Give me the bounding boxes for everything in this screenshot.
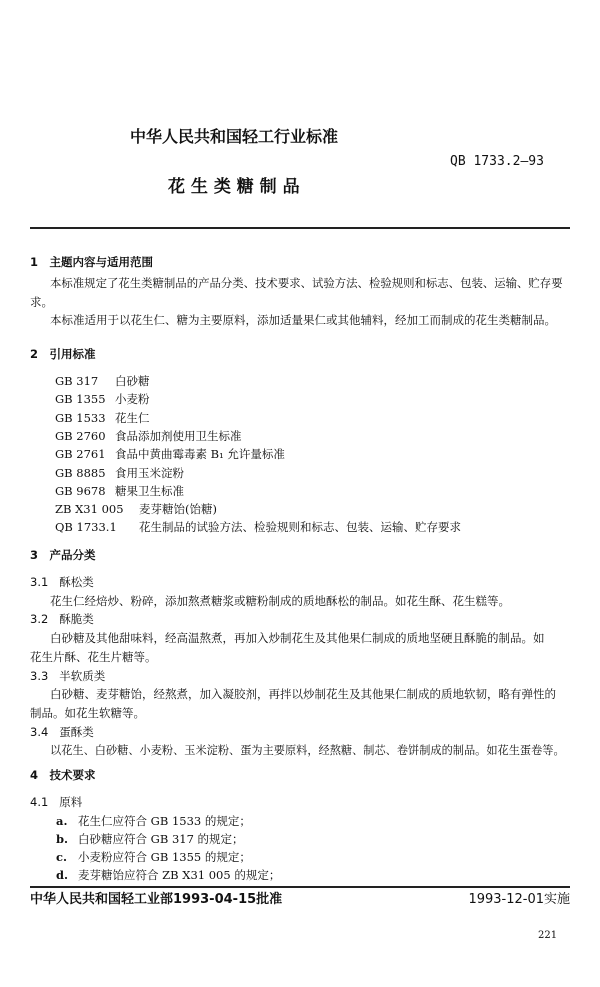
subsection-title: 原料 bbox=[59, 795, 83, 809]
reference-code: GB 1355 bbox=[55, 392, 106, 406]
item-marker: b. bbox=[56, 832, 69, 846]
subsection-text: 花生仁经焙炒、粉碎，添加熬煮糖浆或糖粉制成的质地酥松的制品。如花生酥、花生糕等。 bbox=[50, 594, 510, 608]
subsection-title: 酥脆类 bbox=[59, 612, 94, 626]
reference-code: GB 8885 bbox=[55, 466, 106, 480]
subsection-text: 白砂糖及其他甜味料，经高温熬煮，再加入炒制花生及其他果仁制成的质地坚硬且酥脆的制品。如 bbox=[50, 631, 545, 645]
item-text: 白砂糖应符合 GB 317 的规定； bbox=[78, 832, 244, 846]
subsection-number: 3.1 bbox=[30, 575, 49, 589]
reference-code: GB 2761 bbox=[55, 447, 106, 461]
subsection-text: 花生片酥、花生片糖等。 bbox=[30, 650, 157, 664]
standard-code: QB 1733.2—93 bbox=[450, 154, 544, 169]
issuer-heading: 中华人民共和国轻工行业标准 bbox=[130, 127, 339, 146]
reference-code: ZB X31 005 bbox=[55, 502, 124, 516]
subsection-title: 蛋酥类 bbox=[59, 725, 94, 739]
reference-code: QB 1733.1 bbox=[55, 520, 117, 534]
reference-item bbox=[55, 392, 150, 407]
subsection-heading bbox=[30, 725, 94, 740]
header-divider bbox=[30, 227, 570, 229]
reference-name: 食品添加剂使用卫生标准 bbox=[115, 429, 242, 443]
page-number: 221 bbox=[538, 930, 558, 941]
subsection-heading bbox=[30, 575, 94, 590]
item-text: 小麦粉应符合 GB 1355 的规定； bbox=[78, 850, 251, 864]
reference-item bbox=[55, 466, 184, 481]
approval-text: 中华人民共和国轻工业部1993-04-15批准 bbox=[30, 892, 283, 907]
reference-name: 白砂糖 bbox=[115, 374, 150, 388]
reference-code: GB 2760 bbox=[55, 429, 106, 443]
reference-item bbox=[55, 502, 217, 517]
reference-code: GB 317 bbox=[55, 374, 99, 388]
document-title: 花 生 类 糖 制 品 bbox=[168, 177, 300, 197]
requirement-item bbox=[56, 868, 280, 883]
section-4-heading: 4 技术要求 bbox=[30, 768, 96, 782]
subsection-heading bbox=[30, 612, 94, 627]
requirement-item bbox=[56, 814, 251, 829]
subsection-title: 酥松类 bbox=[59, 575, 94, 589]
reference-item bbox=[55, 484, 184, 499]
reference-code: GB 1533 bbox=[55, 411, 106, 425]
subsection-title: 半软质类 bbox=[59, 669, 106, 683]
subsection-text: 制品。如花生软糖等。 bbox=[30, 706, 145, 720]
item-marker: a. bbox=[56, 814, 68, 828]
item-marker: d. bbox=[56, 868, 69, 882]
reference-item bbox=[55, 411, 150, 426]
section-3-heading: 3 产品分类 bbox=[30, 548, 96, 562]
subsection-text: 白砂糖、麦芽糖饴，经熬煮，加入凝胶剂，再拌以炒制花生及其他果仁制成的质地软韧，略有弹性的 bbox=[50, 687, 556, 701]
requirement-item bbox=[56, 832, 244, 847]
subsection-heading bbox=[30, 669, 105, 684]
item-text: 麦芽糖饴应符合 ZB X31 005 的规定； bbox=[78, 868, 281, 882]
reference-item bbox=[55, 520, 461, 535]
section-1-paragraph-cont: 求。 bbox=[30, 295, 53, 309]
reference-name: 食用玉米淀粉 bbox=[115, 466, 184, 480]
reference-name: 食品中黄曲霉毒素 B₁ 允许量标准 bbox=[115, 447, 285, 461]
subsection-number: 3.2 bbox=[30, 612, 49, 626]
reference-item bbox=[55, 429, 242, 444]
subsection-text: 以花生、白砂糖、小麦粉、玉米淀粉、蛋为主要原料，经熬糖、制芯、卷饼制成的制品。如花生蛋卷等。 bbox=[50, 744, 565, 757]
reference-code: GB 9678 bbox=[55, 484, 106, 498]
subsection-number: 3.4 bbox=[30, 725, 49, 739]
section-2-heading: 2 引用标准 bbox=[30, 347, 96, 361]
section-1-paragraph-2: 本标准适用于以花生仁、糖为主要原料，添加适量果仁或其他辅料，经加工而制成的花生类糖制品。 bbox=[50, 313, 556, 327]
reference-name: 花生仁 bbox=[115, 411, 150, 425]
item-text: 花生仁应符合 GB 1533 的规定； bbox=[78, 814, 251, 828]
reference-item bbox=[55, 447, 285, 462]
reference-name: 花生制品的试验方法、检验规则和标志、包装、运输、贮存要求 bbox=[139, 520, 461, 534]
item-marker: c. bbox=[56, 850, 68, 864]
effective-date: 1993-12-01实施 bbox=[468, 892, 570, 907]
reference-name: 小麦粉 bbox=[115, 392, 150, 406]
reference-name: 糖果卫生标准 bbox=[115, 484, 184, 498]
subsection-number: 4.1 bbox=[30, 795, 49, 809]
subsection-number: 3.3 bbox=[30, 669, 49, 683]
section-1-heading: 1 主题内容与适用范围 bbox=[30, 255, 154, 269]
footer-divider bbox=[30, 886, 570, 888]
section-1-paragraph: 本标准规定了花生类糖制品的产品分类、技术要求、试验方法、检验规则和标志、包装、运输、贮存要 bbox=[50, 276, 563, 290]
requirement-item bbox=[56, 850, 251, 865]
subsection-4-1 bbox=[30, 795, 82, 810]
reference-name: 麦芽糖饴(饴糖) bbox=[139, 502, 217, 516]
reference-item bbox=[55, 374, 150, 389]
